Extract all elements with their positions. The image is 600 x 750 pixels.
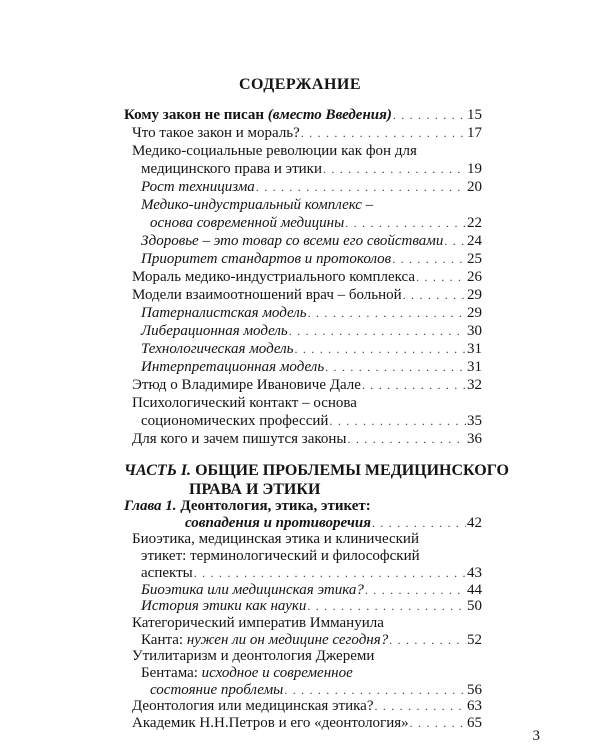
leader-dots	[345, 215, 466, 231]
toc-entry[interactable]: Модели взаимоотношений врач – больной . . . 29	[132, 287, 482, 303]
leader-dots	[444, 233, 466, 249]
toc-subentry[interactable]: Биоэтика или медицинская этика? . . . 44	[141, 582, 482, 598]
leader-dots	[362, 377, 466, 393]
toc-entry-line: Психологический контакт – основа	[132, 395, 357, 411]
leader-dots	[289, 323, 466, 339]
leader-dots	[256, 179, 466, 195]
leader-dots	[374, 698, 466, 714]
leader-dots	[329, 413, 466, 429]
leader-dots	[323, 161, 466, 177]
leader-dots	[416, 269, 466, 285]
leader-dots	[410, 715, 466, 731]
leader-dots	[307, 598, 466, 614]
toc-subentry[interactable]: Технологическая модель . . . 31	[141, 341, 482, 357]
toc-entry-line: Медико-социальные революции как фон для	[132, 143, 417, 159]
toc-entry[interactable]: Мораль медико-индустриального комплекса . . . 26	[132, 269, 482, 285]
leader-dots	[295, 341, 467, 357]
part-heading[interactable]	[124, 462, 509, 479]
toc-page: 15	[467, 107, 482, 123]
toc-subentry[interactable]: Здоровье – это товар со всеми его свойствами . . . 24	[141, 233, 482, 249]
leader-dots	[284, 682, 466, 698]
leader-dots	[365, 582, 466, 598]
toc-subentry[interactable]: Патерналистская модель . . . 29	[141, 305, 482, 321]
leader-dots	[372, 515, 466, 531]
leader-dots	[348, 431, 467, 447]
toc-subentry[interactable]: Интерпретационная модель . . . 31	[141, 359, 482, 375]
leader-dots	[403, 287, 466, 303]
part-title: ОБЩИЕ ПРОБЛЕМЫ МЕДИЦИНСКОГО	[195, 462, 509, 479]
toc-entry[interactable]: Что такое закон и мораль? . . . 17	[132, 125, 482, 141]
part-label: ЧАСТЬ I.	[124, 462, 192, 479]
toc-entry[interactable]: социономических профессий . . . 35	[141, 413, 482, 429]
leader-dots	[392, 251, 466, 267]
leader-dots	[301, 125, 466, 141]
chapter-label: Глава 1.	[124, 498, 177, 514]
toc-entry-line: Биоэтика, медицинская этика и клинический	[132, 531, 419, 548]
toc-subentry[interactable]: основа современной медицины . . . 22	[150, 215, 482, 231]
toc-entry-line: Бентама: исходное и современное	[141, 665, 353, 681]
page-number: 3	[532, 728, 540, 744]
toc-entry[interactable]: медицинского права и этики . . . 19	[141, 161, 482, 177]
leader-dots	[389, 632, 466, 648]
toc-entry-intro[interactable]	[124, 107, 482, 123]
chapter-heading-line2[interactable]: совпадения и противоречия . . . 42	[185, 515, 482, 531]
leader-dots	[325, 359, 466, 375]
toc-entry-line: Категорический императив Иммануила	[132, 614, 384, 631]
toc-entry[interactable]: Канта: нужен ли он медицине сегодня? . . . 52	[141, 632, 482, 648]
toc-entry[interactable]: Деонтология или медицинская этика? . . . 63	[132, 698, 482, 714]
toc-subentry[interactable]: История этики как науки . . . 50	[141, 598, 482, 614]
leader-dots	[194, 565, 466, 581]
toc-entry[interactable]: состояние проблемы . . . 56	[150, 682, 482, 698]
toc-subentry[interactable]: Либерационная модель . . . 30	[141, 323, 482, 339]
toc-entry-intro-text: Кому закон не писан (вместо Введения)	[124, 107, 392, 123]
leader-dots	[308, 305, 466, 321]
toc-entry[interactable]: Для кого и зачем пишутся законы . . . 36	[132, 431, 482, 447]
part-heading-line2: ПРАВА И ЭТИКИ	[189, 481, 321, 498]
toc-entry[interactable]: аспекты . . . 43	[141, 565, 482, 581]
toc-subentry[interactable]: Рост техницизма . . . 20	[141, 179, 482, 195]
toc-entry-line: Утилитаризм и деонтология Джереми	[132, 648, 375, 665]
leader-dots	[393, 107, 466, 123]
toc-entry[interactable]: Академик Н.Н.Петров и его «деонтология» . . . 65	[132, 715, 482, 731]
chapter-heading[interactable]	[124, 498, 371, 514]
toc-entry[interactable]: Этюд о Владимире Ивановиче Дале . . . 32	[132, 377, 482, 393]
toc-subentry[interactable]: Приоритет стандартов и протоколов . . . 25	[141, 251, 482, 267]
toc-entry-line: этикет: терминологический и философский	[141, 548, 420, 565]
chapter-title: Деонтология, этика, этикет:	[180, 498, 371, 514]
toc-subentry-line: Медико-индустриальный комплекс –	[141, 197, 374, 213]
page-title: СОДЕРЖАНИЕ	[238, 76, 362, 93]
